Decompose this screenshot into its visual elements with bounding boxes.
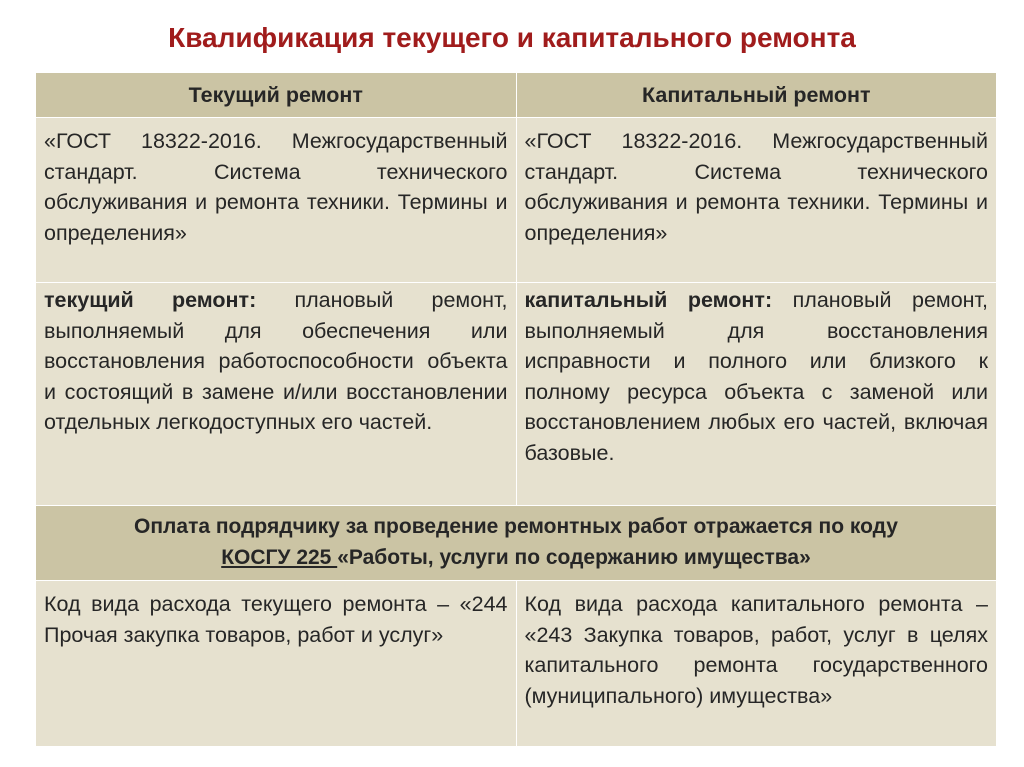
expense-code-capital-cell: Код вида расхода капитального ремонта – «243 Закупка товаров, работ, услуг в целях капитального ремонта государственного (муниципального) имущества» <box>516 581 997 747</box>
definition-capital-term: капитальный ремонт: <box>524 288 773 312</box>
payment-cell <box>36 506 997 581</box>
definition-current-term: текущий ремонт: <box>44 288 257 312</box>
expense-code-current-cell: Код вида расхода текущего ремонта – «244 Прочая закупка товаров, работ и услуг» <box>36 581 517 747</box>
table-row-gost <box>36 118 997 283</box>
gost-capital-cell: «ГОСТ 18322-2016. Межгосударственный стандарт. Система технического обслуживания и ремонта техники. Термины и определения» <box>516 118 997 283</box>
payment-line1: Оплата подрядчику за проведение ремонтных работ отражается по коду <box>134 515 898 538</box>
definition-capital-cell <box>516 283 997 506</box>
kosgu-code: КОСГУ 225 <box>221 545 338 569</box>
definition-current-cell <box>36 283 517 506</box>
header-current-repair: Текущий ремонт <box>36 73 517 118</box>
table-row-payment <box>36 506 997 581</box>
definition-capital-text: плановый ремонт, выполняемый для восстановления исправности и полного или близкого к полному ресурса объекта с заменой или восстановлением любых его частей, включая базовые. <box>524 288 988 465</box>
definition-current-text: плановый ремонт, выполняемый для обеспечения или восстановления работоспособности объекта и состоящий в замене и/или восстановлении отдельных легкодоступных его частей. <box>44 288 508 434</box>
gost-current-cell: «ГОСТ 18322-2016. Межгосударственный стандарт. Система технического обслуживания и ремонта техники. Термины и определения» <box>36 118 517 283</box>
table-header-row <box>36 73 997 118</box>
slide-title: Квалификация текущего и капитального ремонта <box>168 22 856 53</box>
payment-line2: «Работы, услуги по содержанию имущества» <box>337 545 811 569</box>
table-row-definitions <box>36 283 997 506</box>
table-row-expense-codes <box>36 581 997 747</box>
comparison-table <box>35 72 997 747</box>
header-capital-repair: Капитальный ремонт <box>516 73 997 118</box>
